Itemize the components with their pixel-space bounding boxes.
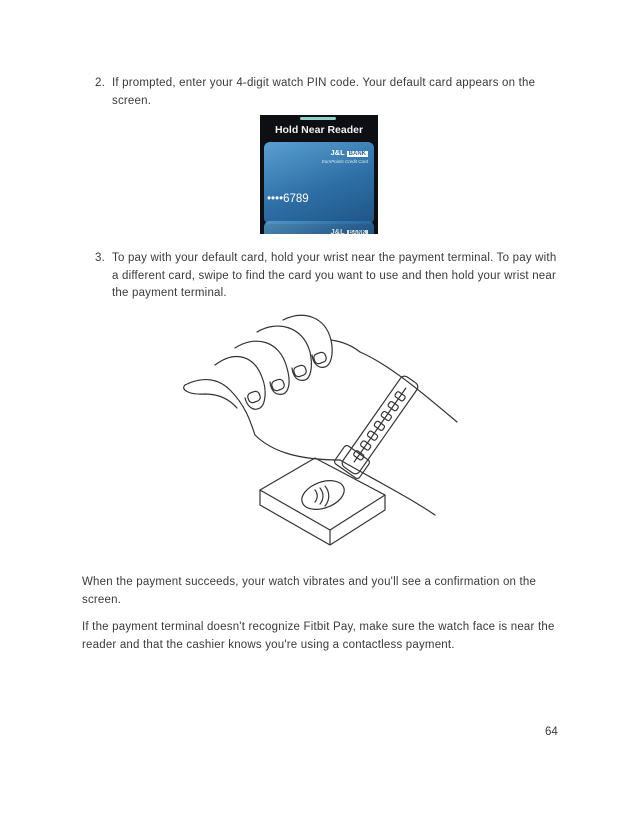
fitbit-band [340,374,419,476]
next-card-brand [330,227,368,234]
card-brand-name: J&L [330,148,345,157]
step-2 [95,75,565,110]
forearm-outline [360,352,457,422]
page-number: 64 [545,726,558,738]
card-digits: ••••6789 [267,193,309,205]
step-text: If prompted, enter your 4-digit watch PIN code. Your default card appears on the screen. [112,77,536,107]
watch-screen-title: Hold Near Reader [274,124,364,136]
card-subtitle: EarnPoints Credit Card [321,159,368,164]
step-3 [95,250,565,303]
next-card-bank-label: BANK [348,230,366,234]
step-number: 3. [95,252,105,264]
watch-screen-image [260,115,378,234]
next-payment-card [264,221,374,234]
finger-4 [283,315,332,367]
card-bank-label: BANK [348,151,366,157]
payment-card [264,142,374,224]
step-number: 2. [95,77,105,89]
knuckle-back [331,340,360,352]
next-card-brand-name: J&L [330,227,345,234]
finger-3 [257,326,311,380]
paragraph-troubleshoot: If the payment terminal doesn't recognize Fitbit Pay, make sure the watch face is near the reader and that the cashier knows you're using a contactless payment. [82,621,555,651]
paragraph-confirmation: When the payment succeeds, your watch vibrates and you'll see a confirmation on the screen. [82,576,537,606]
nail-1 [247,390,262,404]
step-text: To pay with your default card, hold your wrist near the payment terminal. To pay with a different card, swipe to find the card you want to use and then hold your wrist near the payment terminal. [112,252,557,299]
hand-outline [185,380,340,460]
forearm-underside [340,460,435,515]
finger-2 [235,341,289,394]
screen-indicator [300,117,336,120]
contactless-icon [315,486,329,506]
wrist-payment-illustration [175,310,465,555]
card-brand [330,148,368,157]
